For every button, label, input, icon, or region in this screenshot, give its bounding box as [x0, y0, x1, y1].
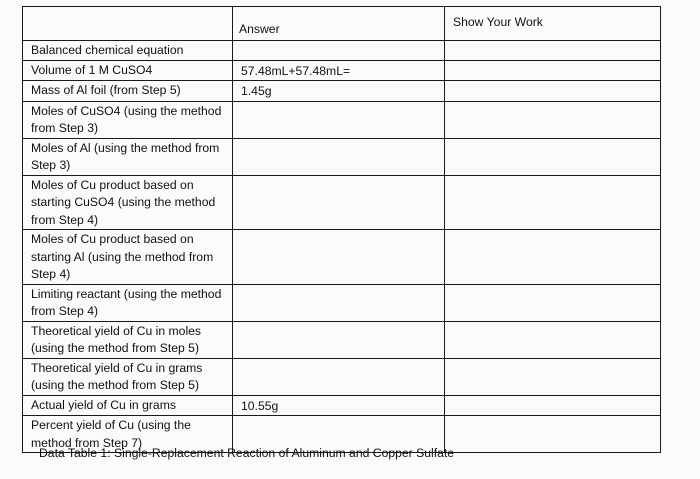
row-label-actual-yield: Actual yield of Cu in grams — [23, 395, 233, 416]
data-table — [22, 6, 661, 453]
answer-cell[interactable] — [233, 101, 445, 138]
answer-cell[interactable]: 1.45g — [233, 81, 445, 102]
row-label-moles-al: Moles of Al (using the method from Step 3) — [23, 138, 233, 175]
row-label-moles-cu-from-cuso4: Moles of Cu product based on starting CuSO4 (using the method from Step 4) — [23, 175, 233, 230]
header-answer: Answer — [233, 7, 445, 41]
work-cell[interactable] — [445, 41, 661, 61]
row-label-volume-cuso4: Volume of 1 M CuSO4 — [23, 60, 233, 81]
work-cell[interactable] — [445, 395, 661, 416]
answer-cell[interactable] — [233, 284, 445, 321]
table-row — [23, 41, 661, 61]
work-cell[interactable] — [445, 81, 661, 102]
work-cell[interactable] — [445, 138, 661, 175]
work-cell[interactable] — [445, 284, 661, 321]
row-label-theoretical-yield-moles: Theoretical yield of Cu in moles (using the method from Step 5) — [23, 321, 233, 358]
table-row — [23, 101, 661, 138]
work-cell[interactable] — [445, 101, 661, 138]
answer-cell[interactable] — [233, 358, 445, 395]
answer-cell[interactable] — [233, 321, 445, 358]
work-cell[interactable] — [445, 230, 661, 285]
table-row — [23, 321, 661, 358]
table-row — [23, 358, 661, 395]
table-row — [23, 284, 661, 321]
row-label-theoretical-yield-grams: Theoretical yield of Cu in grams (using the method from Step 5) — [23, 358, 233, 395]
table-row — [23, 138, 661, 175]
table-row — [23, 175, 661, 230]
row-label-percent-yield: Percent yield of Cu (using the method from Step 7) — [23, 416, 233, 453]
work-cell[interactable] — [445, 175, 661, 230]
table-header-row — [23, 7, 661, 41]
work-cell[interactable] — [445, 60, 661, 81]
answer-cell[interactable] — [233, 138, 445, 175]
table-row — [23, 395, 661, 416]
table-row — [23, 230, 661, 285]
answer-cell[interactable]: 10.55g — [233, 395, 445, 416]
answer-cell[interactable] — [233, 41, 445, 61]
header-show-your-work: Show Your Work — [445, 7, 661, 41]
row-label-mass-al-foil: Mass of Al foil (from Step 5) — [23, 81, 233, 102]
row-label-balanced-equation: Balanced chemical equation — [23, 41, 233, 61]
table-row — [23, 81, 661, 102]
row-label-limiting-reactant: Limiting reactant (using the method from Step 4) — [23, 284, 233, 321]
row-label-moles-cuso4: Moles of CuSO4 (using the method from Step 3) — [23, 101, 233, 138]
answer-cell[interactable] — [233, 175, 445, 230]
header-label-column — [23, 7, 233, 41]
answer-cell[interactable] — [233, 230, 445, 285]
answer-cell[interactable]: 57.48mL+57.48mL= — [233, 60, 445, 81]
table-row — [23, 60, 661, 81]
work-cell[interactable] — [445, 416, 661, 453]
work-cell[interactable] — [445, 358, 661, 395]
work-cell[interactable] — [445, 321, 661, 358]
row-label-moles-cu-from-al: Moles of Cu product based on starting Al (using the method from Step 4) — [23, 230, 233, 285]
table-caption: Data Table 1: Single-Replacement Reaction of Aluminum and Copper Sulfate — [39, 446, 455, 460]
